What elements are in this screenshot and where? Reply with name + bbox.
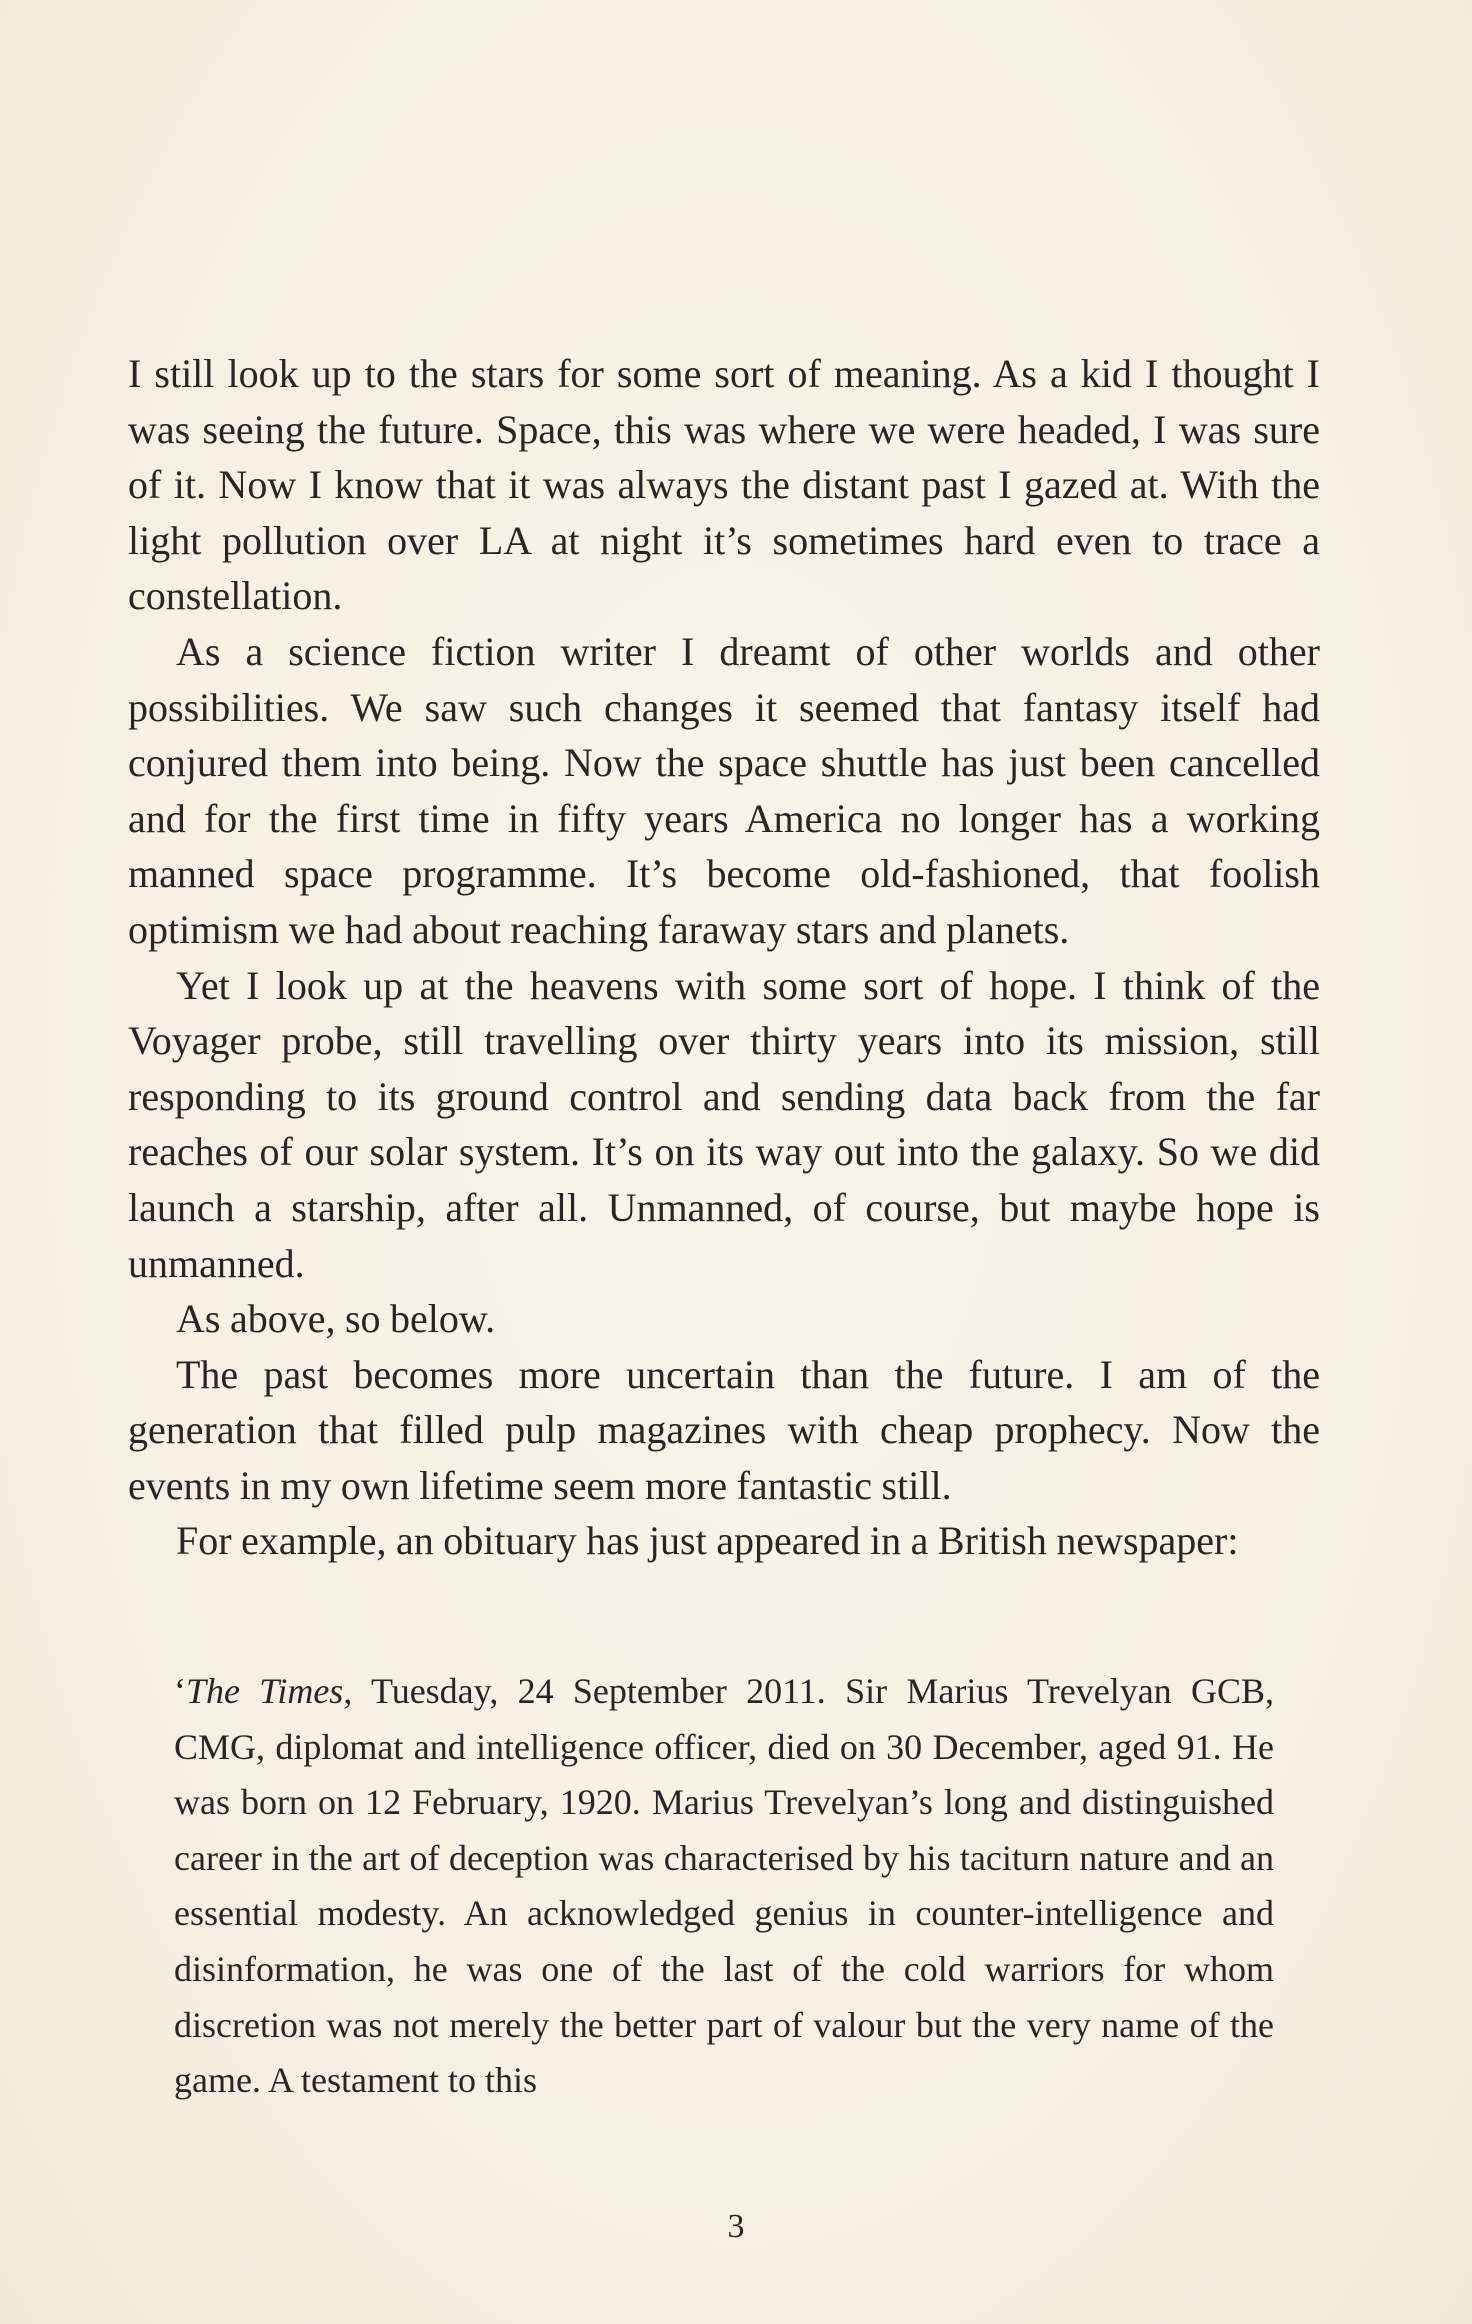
- quote-source: The Times: [186, 1671, 344, 1711]
- paragraph-3: Yet I look up at the heavens with some sort of hope. I think of the Voyager probe, still travelling over thirty years into its mission, still responding to its ground control and sending data back from the far reaches of our solar system. It’s on its way out into the galaxy. So we did launch a starship, after all. Unmanned, of course, but maybe hope is unmanned.: [128, 962, 1320, 1286]
- paragraph-4: As above, so below.: [176, 1296, 496, 1342]
- page-number: 3: [727, 2208, 745, 2245]
- paragraph-2: As a science fiction writer I dreamt of other worlds and other possibilities. We saw such changes it seemed that fantasy itself had conjured them into being. Now the space shuttle has just been cancelled and for the first time in fifty years America no longer has a working manned space programme. It’s become old-fashioned, that foolish optimism we had about reaching faraway stars and planets.: [128, 628, 1320, 952]
- paragraph-1: I still look up to the stars for some sort of meaning. As a kid I thought I was seeing the future. Space, this was where we were headed, I was sure of it. Now I know that it was always the distant past I gazed at. With the light pollution over LA at night it’s sometimes hard even to trace a constellation.: [128, 351, 1320, 619]
- obituary-quote: [174, 1664, 1274, 2109]
- paragraph-5: The past becomes more uncertain than the future. I am of the generation that filled pulp magazines with cheap prophecy. Now the events in my own lifetime seem more fantastic still.: [128, 1351, 1320, 1508]
- paragraph-6: For example, an obituary has just appeared in a British newspaper:: [176, 1518, 1239, 1564]
- body-text: [128, 346, 1320, 1569]
- quote-text: , Tuesday, 24 September 2011. Sir Marius Trevelyan GCB, CMG, diplomat and intelligence officer, died on 30 December, aged 91. He was born on 12 February, 1920. Marius Trevelyan’s long and distinguished career in the art of deception was characterised by his taciturn nature and an essential modesty. An acknowledged genius in counter-intelligence and disinformation, he was one of the last of the cold warriors for whom discretion was not merely the better part of valour but the very name of the game. A testament to this: [174, 1671, 1274, 2101]
- quote-open-mark: ‘: [174, 1671, 186, 1711]
